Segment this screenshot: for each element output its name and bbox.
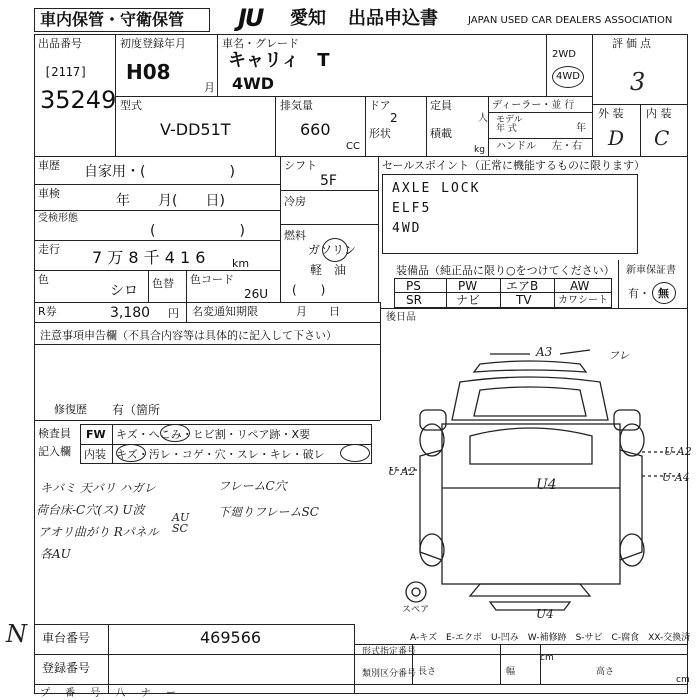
diagram-label-bottom: U4 — [536, 607, 554, 621]
color-code-value: 26U — [244, 287, 269, 301]
inspection-label: 車検 — [38, 187, 60, 200]
inspector-label-1: 検査員 — [38, 427, 71, 440]
equip-aw: AW — [570, 279, 590, 293]
storage-stamp: 車内保管・守衛保管 — [40, 10, 185, 29]
drive-4wd: 4WD — [556, 71, 580, 82]
load-label: 積載 — [430, 127, 452, 140]
org-english: JAPAN USED CAR DEALERS ASSOCIATION — [468, 15, 673, 26]
mileage-unit: km — [232, 257, 250, 270]
equip-navi: ナビ — [456, 293, 481, 307]
form-number-label: 形式指定番号 — [362, 647, 417, 657]
model-label: 型式 — [120, 99, 142, 112]
class-number-label: 類別区分番号 — [362, 669, 417, 679]
fuel-gasoline: ガソリン — [308, 243, 357, 257]
car-grade-value: 4WD — [232, 74, 275, 93]
fuel-label: 燃料 — [284, 229, 306, 242]
damage-legend: A-キズ E-エクボ U-凹み W-補修跡 S-サビ C-腐食 XX-交換済 — [410, 633, 691, 643]
notice-label: 名変通知期限 — [192, 305, 258, 318]
drive-2wd: 2WD — [552, 49, 576, 60]
warranty-yes: 有・ — [628, 287, 650, 300]
length-label: 長さ — [418, 667, 437, 677]
receive-value: ( ) — [150, 223, 245, 239]
equip-tv: TV — [516, 293, 532, 307]
diagram-label-top: A3 — [536, 345, 553, 359]
note-left-2: 荷台床-C穴(ス) U波 — [36, 503, 145, 517]
note-left-4: 各AU — [40, 547, 71, 561]
width-label: 幅 — [506, 667, 516, 677]
score-label: 評価点 — [612, 37, 654, 50]
car-name-label: 車名・グレード — [222, 37, 299, 50]
fuel-other: ( ) — [292, 283, 326, 297]
diagram-label-top2: フレ — [608, 349, 630, 362]
interior-label: 内 装 — [646, 107, 672, 120]
tax-unit: 円 — [168, 307, 179, 320]
int-items: キズ・汚レ・コゲ・穴・スレ・キレ・破レ — [116, 448, 325, 461]
fw-label: FW — [86, 428, 106, 441]
ac-label: 冷房 — [284, 195, 306, 208]
color-code-label: 色コード — [190, 273, 234, 286]
model-value: V-DD51T — [160, 120, 231, 139]
rear-label: 後日品 — [386, 312, 416, 323]
selling-point-1: AXLE LOCK — [392, 181, 481, 196]
tax-label: R券 — [38, 305, 57, 318]
doors-label: ドア — [369, 99, 391, 112]
capacity-label: 定員 — [430, 99, 452, 112]
receive-label: 受検形態 — [38, 213, 78, 224]
fw-items: キズ・へこみ・ヒビ割・リペア跡・X要 — [116, 428, 311, 441]
warranty-label: 新車保証書 — [626, 265, 676, 276]
fuel-diesel: 軽 油 — [310, 263, 347, 277]
notice-value: 月 日 — [296, 305, 340, 318]
note-right-1: フレームC穴 — [218, 479, 287, 493]
inspector-label-2: 記入欄 — [38, 445, 71, 458]
spare-label: スペア — [402, 605, 430, 615]
equip-airbag: エアB — [506, 279, 539, 293]
equip-ps: PS — [406, 279, 421, 293]
mileage-label: 走行 — [38, 243, 60, 256]
chassis-value: 469566 — [200, 628, 262, 647]
car-name-value: キャリィ T — [228, 50, 330, 71]
form-title: 出品申込書 — [348, 8, 438, 29]
exterior-score: D — [608, 126, 625, 150]
selling-point-2: ELF5 — [392, 201, 432, 216]
score-value: 3 — [630, 68, 646, 96]
car-diagram — [380, 340, 688, 630]
model-year-label: モデル 年 式 — [496, 115, 523, 135]
height-label: 高さ — [596, 667, 615, 677]
history-value: 自家用・( ) — [84, 164, 235, 180]
diagram-label-right1: U A2 — [664, 445, 692, 458]
int-label: 内装 — [84, 448, 106, 461]
diagram-label-center: U4 — [536, 477, 557, 493]
reg-number-label: 登録番号 — [42, 661, 91, 675]
dealer-label: ディーラー・並 行 — [492, 100, 575, 111]
diagram-label-right2: U A4 — [662, 471, 690, 484]
color-label: 色 — [38, 273, 49, 286]
repair-value: 有（箇所 — [112, 403, 161, 417]
shift-label: シフト — [284, 159, 317, 172]
ju-logo: JU — [238, 4, 263, 32]
lot-sub: [2117] — [44, 65, 88, 79]
year-unit: 年 — [576, 123, 586, 134]
cm-unit-2: cm — [676, 675, 690, 685]
history-label: 車歴 — [38, 159, 60, 172]
equipment-label: 装備品（純正品に限り○をつけてください） — [396, 264, 615, 277]
org-name: 愛知 — [290, 8, 326, 29]
handle-value: 左・右 — [552, 141, 582, 152]
check-mark: N — [6, 620, 27, 648]
lot-number: 35249 — [40, 86, 117, 114]
int-circle-2 — [340, 444, 370, 462]
equip-pw: PW — [458, 279, 478, 293]
shape-label: 形状 — [369, 127, 391, 140]
int-circle-1 — [116, 444, 146, 462]
warranty-no: 無 — [658, 287, 669, 300]
fuel-circle — [322, 238, 348, 262]
color-change-label: 色替 — [152, 277, 174, 290]
interior-score: C — [654, 126, 670, 150]
color-value: シロ — [110, 283, 138, 299]
footer-row: プ 番 号 八 ナ ー — [40, 688, 182, 699]
registration-value: H08 — [126, 60, 171, 84]
displacement-label: 排気量 — [280, 99, 313, 112]
cm-unit-1: cm — [540, 653, 554, 663]
shift-value: 5F — [320, 173, 337, 189]
note-mid: AU SC — [172, 511, 190, 535]
chassis-label: 車台番号 — [42, 631, 91, 645]
selling-points-label: セールスポイント（正常に機能するものに限ります） — [382, 159, 646, 172]
fw-circle — [160, 424, 190, 442]
capacity-unit: 人 — [478, 113, 488, 124]
displacement-value: 660 — [300, 120, 331, 139]
registration-unit: 月 — [204, 81, 215, 94]
mileage-value: 7 万 8 千 4 1 6 — [92, 248, 206, 267]
exterior-label: 外 装 — [598, 107, 624, 120]
selling-point-3: 4WD — [392, 221, 422, 236]
handle-label: ハンドル — [496, 141, 536, 152]
load-unit: kg — [474, 145, 485, 155]
notes-label: 注意事項申告欄（不具合内容等は具体的に記入して下さい） — [40, 329, 337, 342]
lot-label: 出品番号 — [38, 37, 82, 50]
repair-label: 修復歴 — [54, 403, 87, 416]
tax-value: 3,180 — [110, 305, 151, 321]
displacement-unit: CC — [346, 141, 360, 152]
equip-seat: カワシート — [558, 295, 608, 306]
diagram-label-left: U A2 — [388, 465, 416, 478]
note-left-1: キバミ 天バリ ハガレ — [40, 481, 156, 495]
equip-sr: SR — [406, 293, 422, 307]
note-right-2: 下廻りフレームSC — [218, 505, 319, 519]
doors-value: 2 — [390, 111, 398, 125]
note-left-3: アオリ曲がり Rパネル — [38, 525, 159, 539]
inspection-value: 年 月( 日) — [116, 193, 225, 209]
registration-label: 初度登録年月 — [120, 37, 186, 50]
